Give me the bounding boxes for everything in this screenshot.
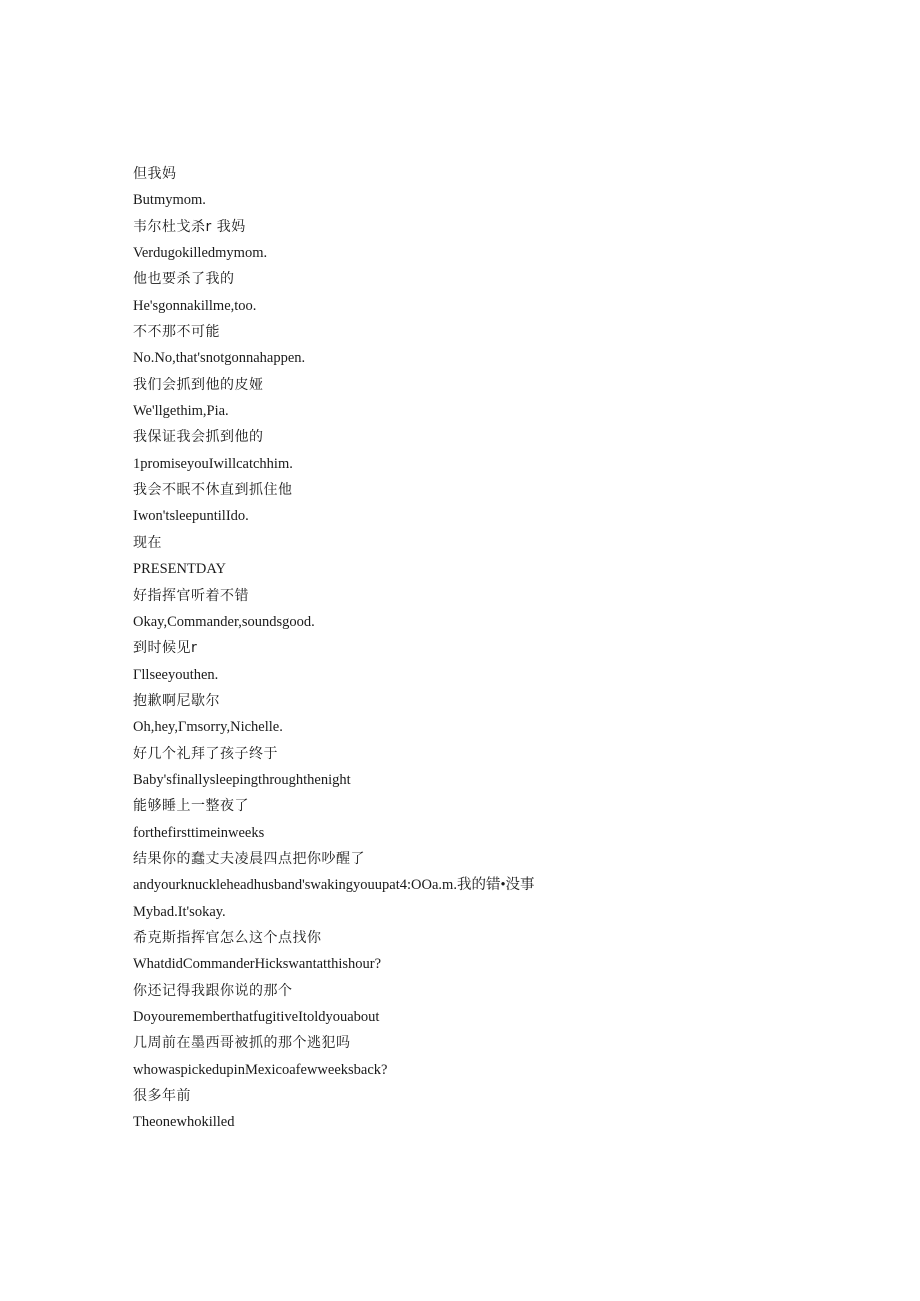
subtitle-text-block: [133, 161, 853, 1136]
subtitle-line-english: WhatdidCommanderHickswantatthishour?: [133, 956, 382, 973]
subtitle-line-english: Oh,hey,Γmsorry,Nichelle.: [133, 719, 283, 736]
subtitle-line-chinese: 好几个礼拜了孩子终于: [133, 745, 278, 762]
subtitle-line-chinese: 到时候见r: [133, 640, 198, 657]
subtitle-line-english: 1promiseyouIwillcatchhim.: [133, 455, 293, 472]
subtitle-line-english: andyourknuckleheadhusband'swakingyouupat4:OOa.m.我的错•没事: [133, 877, 535, 894]
subtitle-line-chinese: 很多年前: [133, 1088, 191, 1105]
subtitle-line-english: whowaspickedupinMexicoafewweeksback?: [133, 1061, 388, 1078]
subtitle-line-chinese: 我们会抓到他的皮娅: [133, 376, 264, 393]
subtitle-line-chinese: 几周前在墨西哥被抓的那个逃犯吗: [133, 1035, 351, 1052]
subtitle-line-english: Baby'sfinallysleepingthroughthenight: [133, 771, 351, 788]
subtitle-line-chinese: 我会不眠不休直到抓住他: [133, 482, 293, 499]
subtitle-line-chinese: 现在: [133, 534, 162, 551]
subtitle-line-chinese: 但我妈: [133, 166, 177, 182]
subtitle-line-english: We'llgethim,Pia.: [133, 403, 229, 420]
subtitle-line-english: Theonewhokilled: [133, 1114, 235, 1131]
subtitle-line-english: Okay,Commander,soundsgood.: [133, 613, 315, 630]
subtitle-line-chinese: 好指挥官听着不错: [133, 587, 249, 604]
subtitle-line-chinese: 不不那不可能: [133, 324, 220, 341]
subtitle-line-chinese: 他也要杀了我的: [133, 271, 235, 288]
subtitle-line-english: Verdugokilledmymom.: [133, 245, 268, 262]
subtitle-line-english: forthefirsttimeinweeks: [133, 824, 265, 841]
subtitle-line-english: Iwon'tsleepuntilIdo.: [133, 508, 249, 525]
subtitle-line-english: DoyourememberthatfugitiveItoldyouabout: [133, 1009, 380, 1025]
subtitle-line-chinese: 结果你的蠢丈夫凌晨四点把你吵醒了: [133, 850, 365, 867]
subtitle-line-english: Mybad.It'sokay.: [133, 903, 226, 920]
subtitle-line-chinese: 希克斯指挥官怎么这个点找你: [133, 929, 322, 946]
subtitle-line-chinese: 我保证我会抓到他的: [133, 429, 264, 446]
subtitle-line-english: Butmymom.: [133, 192, 206, 209]
subtitle-line-chinese: 能够睡上一整夜了: [133, 798, 249, 815]
subtitle-line-english: He'sgonnakillme,too.: [133, 297, 257, 314]
subtitle-line-english: No.No,that'snotgonnahappen.: [133, 350, 306, 367]
subtitle-line-english: PRESENTDAY: [133, 561, 226, 578]
subtitle-line-chinese: 你还记得我跟你说的那个: [133, 982, 293, 999]
subtitle-line-chinese: 韦尔杜戈杀r 我妈: [133, 218, 246, 235]
subtitle-line-chinese: 抱歉啊尼歇尔: [133, 692, 220, 709]
subtitle-line-english: Γllseeyouthen.: [133, 666, 219, 683]
